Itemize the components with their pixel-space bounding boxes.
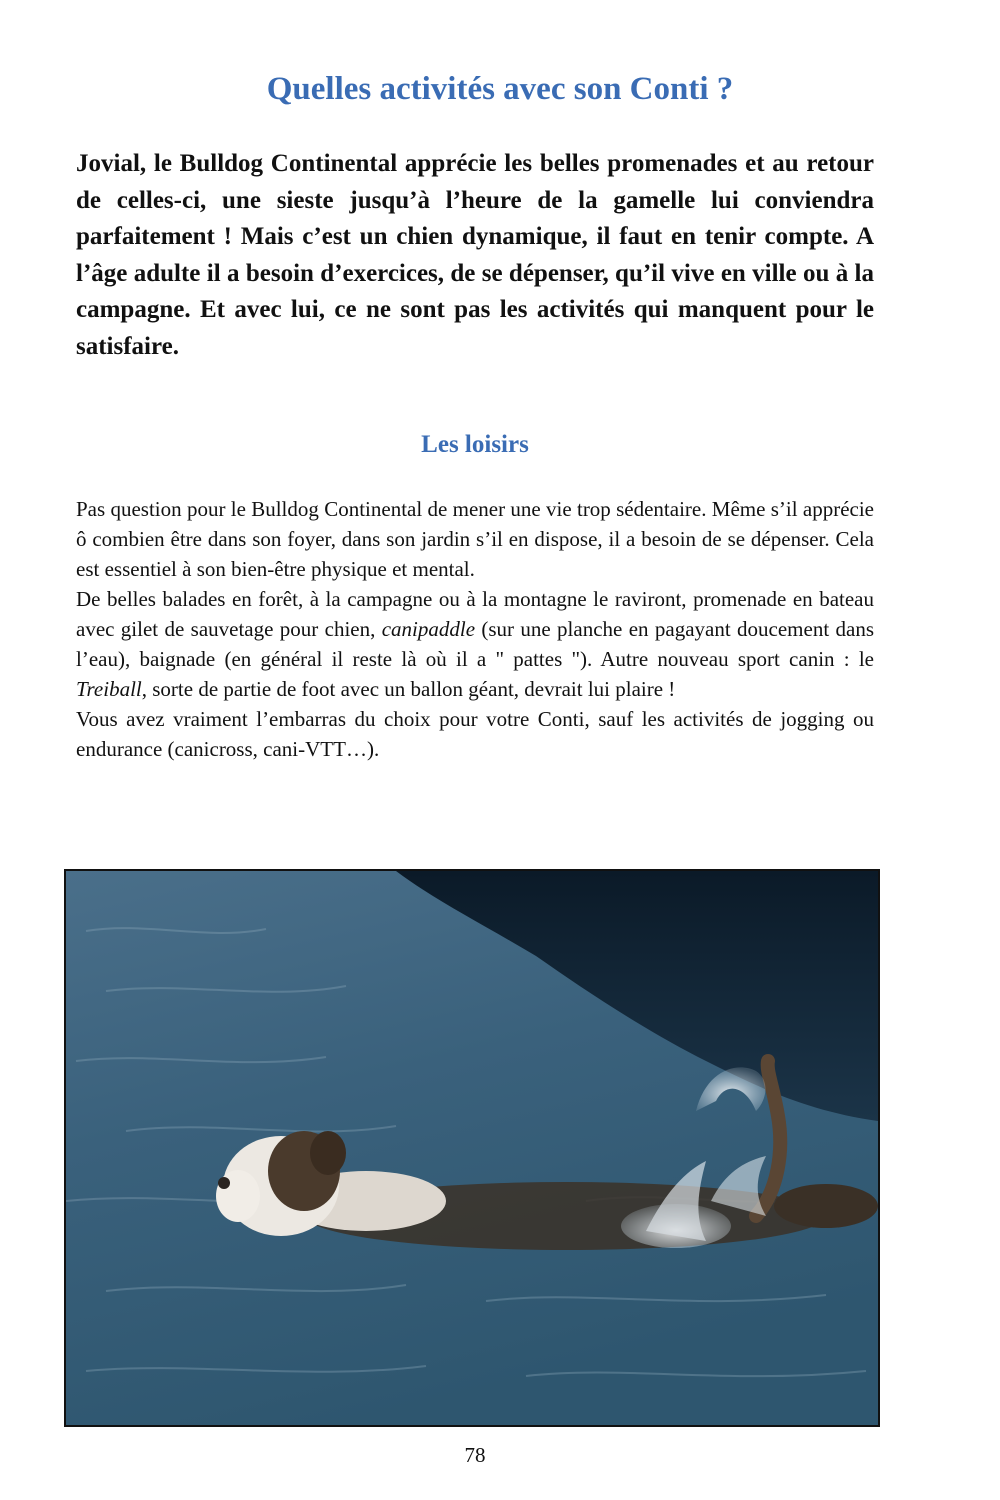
page-number: 78: [464, 1443, 486, 1467]
dog-nose: [218, 1177, 230, 1189]
paragraph-choice: Vous avez vraiment l’embarras du choix pour votre Conti, sauf les activités de jogging ou endurance (canicross, cani-VTT…).: [76, 707, 874, 761]
page-title: Quelles activités avec son Conti ?: [266, 71, 734, 107]
body-text: [76, 494, 874, 764]
dog-swimming-photo: [64, 869, 880, 1427]
intro-paragraph: Jovial, le Bulldog Continental apprécie les belles promenades et au retour de celles-ci, une sieste jusqu’à l’heure de la gamelle lui conviendra parfaitement ! Mais c’est un chien dynamique, il faut en tenir compte. A l’âge adulte il a besoin d’exercices, de se dépenser, qu’il vive en ville ou à la campagne. Et avec lui, ce ne sont pas les activités qui manquent pour le satisfaire.: [76, 150, 874, 360]
paragraph-activities-part1: De belles balades en forêt, à la campagne ou à la montagne le raviront, promenade en bateau avec gilet de sauvetage pour chien,: [76, 587, 874, 641]
paragraph-sedentary: Pas question pour le Bulldog Continental de mener une vie trop sédentaire. Même s’il apprécie ô combien être dans son foyer, dans son jardin s’il en dispose, il a besoin de se dépenser. Cela est essentiel à son bien-être physique et mental.: [76, 497, 874, 581]
paragraph-activities: [76, 584, 874, 704]
paragraph-activities-part3: , sorte de partie de foot avec un ballon géant, devrait lui plaire !: [141, 677, 676, 701]
dog-ear: [310, 1131, 346, 1175]
section-heading: Les loisirs: [421, 431, 529, 458]
dog-rear: [774, 1184, 878, 1228]
term-treiball: Treiball: [76, 677, 142, 701]
paragraph-activities-part2: (sur une planche en pagayant doucement dans l’eau), baignade (en général il reste là où il a " pattes "). Autre nouveau sport canin : le: [76, 617, 874, 671]
term-canipaddle: canipaddle: [381, 617, 476, 641]
